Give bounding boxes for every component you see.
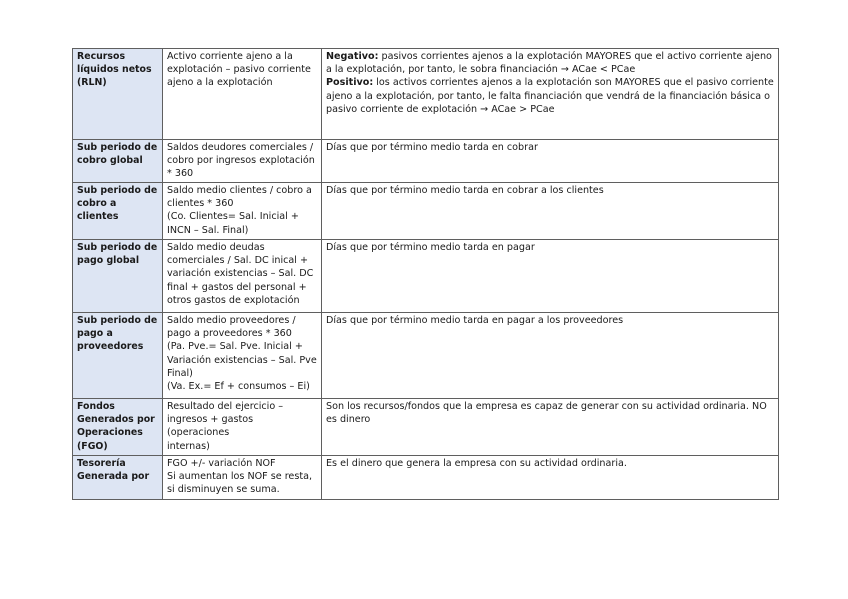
formula-line: (Co. Clientes= Sal. Inicial + bbox=[167, 211, 299, 223]
formula-line: si disminuyen se suma. bbox=[167, 484, 280, 496]
formula-line: (Pa. Pve.= Sal. Pve. Inicial + bbox=[167, 341, 303, 353]
term-cell bbox=[73, 140, 163, 183]
term-line: Generados por bbox=[77, 414, 155, 426]
positive-label: Positivo: bbox=[326, 77, 374, 89]
table-row bbox=[73, 240, 779, 313]
term-cell bbox=[73, 456, 163, 500]
formula-line: otros gastos de explotación bbox=[167, 294, 300, 306]
formula-line: Saldos deudores comerciales / bbox=[167, 142, 314, 153]
positive-text: los activos corrientes ajenos a la explotación son MAYORES que el pasivo corriente ajeno a la explotación, por tanto, le falta financiación que vendrá de la financiación básica o pasivo corriente de explotación → ACae > PCae bbox=[326, 77, 774, 115]
formula-line: Saldo medio clientes / cobro a bbox=[167, 185, 312, 196]
term-line: proveedores bbox=[77, 341, 144, 353]
formula-cell bbox=[163, 313, 322, 399]
formula-line: pago a proveedores * 360 bbox=[167, 328, 292, 340]
formula-cell bbox=[163, 456, 322, 500]
term-line: (RLN) bbox=[77, 77, 107, 89]
formula-line: ingresos + gastos (operaciones bbox=[167, 414, 254, 439]
formula-line: clientes * 360 bbox=[167, 198, 234, 210]
term-line: (FGO) bbox=[77, 440, 108, 452]
description-cell: Días que por término medio tarda en pagar bbox=[322, 240, 779, 313]
formula-line: INCN – Sal. Final) bbox=[167, 224, 249, 236]
term-line: Sub periodo de bbox=[77, 185, 158, 196]
description-cell: Días que por término medio tarda en cobrar a los clientes bbox=[322, 183, 779, 240]
formula-line: internas) bbox=[167, 440, 210, 452]
formula-line: variación existencias – Sal. DC bbox=[167, 268, 314, 280]
description-cell: Son los recursos/fondos que la empresa es capaz de generar con su actividad ordinaria. NO es dinero bbox=[322, 399, 779, 456]
description-cell bbox=[322, 49, 779, 140]
formula-line: Saldo medio deudas bbox=[167, 242, 265, 253]
term-cell bbox=[73, 183, 163, 240]
formula-line: (Va. Ex.= Ef + consumos – Ei) bbox=[167, 381, 310, 393]
formula-line: Variación existencias – Sal. Pve bbox=[167, 354, 317, 366]
formula-line: Saldo medio proveedores / bbox=[167, 315, 296, 326]
formula-line: * 360 bbox=[167, 168, 194, 180]
term-line: Recursos bbox=[77, 51, 126, 62]
negative-text: pasivos corrientes ajenos a la explotación MAYORES que el activo corriente ajeno a la explotación, por tanto, le sobra financiación → ACae < PCae bbox=[326, 51, 772, 76]
formula-line: Final) bbox=[167, 367, 193, 379]
term-cell bbox=[73, 49, 163, 140]
formula-cell bbox=[163, 49, 322, 140]
formula-line: Activo corriente ajeno a la bbox=[167, 51, 293, 62]
term-line: cobro a bbox=[77, 198, 117, 210]
term-line: pago a bbox=[77, 328, 113, 340]
formula-line: Si aumentan los NOF se resta, bbox=[167, 471, 313, 483]
term-line: Sub periodo de bbox=[77, 242, 158, 253]
formula-line: explotación – pasivo corriente bbox=[167, 64, 311, 76]
description-cell: Días que por término medio tarda en cobrar bbox=[322, 140, 779, 183]
description-cell: Es el dinero que genera la empresa con su actividad ordinaria. bbox=[322, 456, 779, 500]
formula-line: cobro por ingresos explotación bbox=[167, 155, 315, 167]
term-line: Sub periodo de bbox=[77, 315, 158, 326]
term-line: Tesorería bbox=[77, 458, 126, 469]
formula-cell bbox=[163, 399, 322, 456]
term-line: Operaciones bbox=[77, 427, 143, 439]
term-line: cobro global bbox=[77, 155, 143, 167]
formula-cell bbox=[163, 240, 322, 313]
table-row bbox=[73, 183, 779, 240]
formula-line: comerciales / Sal. DC inical + bbox=[167, 255, 309, 267]
formula-cell bbox=[163, 183, 322, 240]
term-cell bbox=[73, 313, 163, 399]
positive-paragraph bbox=[326, 76, 774, 116]
term-cell bbox=[73, 399, 163, 456]
formula-line: FGO +/- variación NOF bbox=[167, 458, 276, 469]
definitions-table bbox=[72, 48, 779, 500]
term-line: Fondos bbox=[77, 401, 115, 412]
formula-cell bbox=[163, 140, 322, 183]
term-line: pago global bbox=[77, 255, 140, 267]
negative-paragraph bbox=[326, 50, 774, 76]
term-line: clientes bbox=[77, 211, 119, 223]
table-row bbox=[73, 456, 779, 500]
table-row bbox=[73, 140, 779, 183]
formula-line: final + gastos del personal + bbox=[167, 281, 307, 293]
table-row bbox=[73, 49, 779, 140]
formula-line: ajeno a la explotación bbox=[167, 77, 273, 89]
table-row bbox=[73, 399, 779, 456]
term-line: líquidos netos bbox=[77, 64, 152, 76]
negative-label: Negativo: bbox=[326, 51, 379, 62]
description-cell: Días que por término medio tarda en pagar a los proveedores bbox=[322, 313, 779, 399]
table-row bbox=[73, 313, 779, 399]
term-cell bbox=[73, 240, 163, 313]
term-line: Generada por bbox=[77, 471, 150, 483]
formula-line: Resultado del ejercicio – bbox=[167, 401, 284, 412]
term-line: Sub periodo de bbox=[77, 142, 158, 153]
